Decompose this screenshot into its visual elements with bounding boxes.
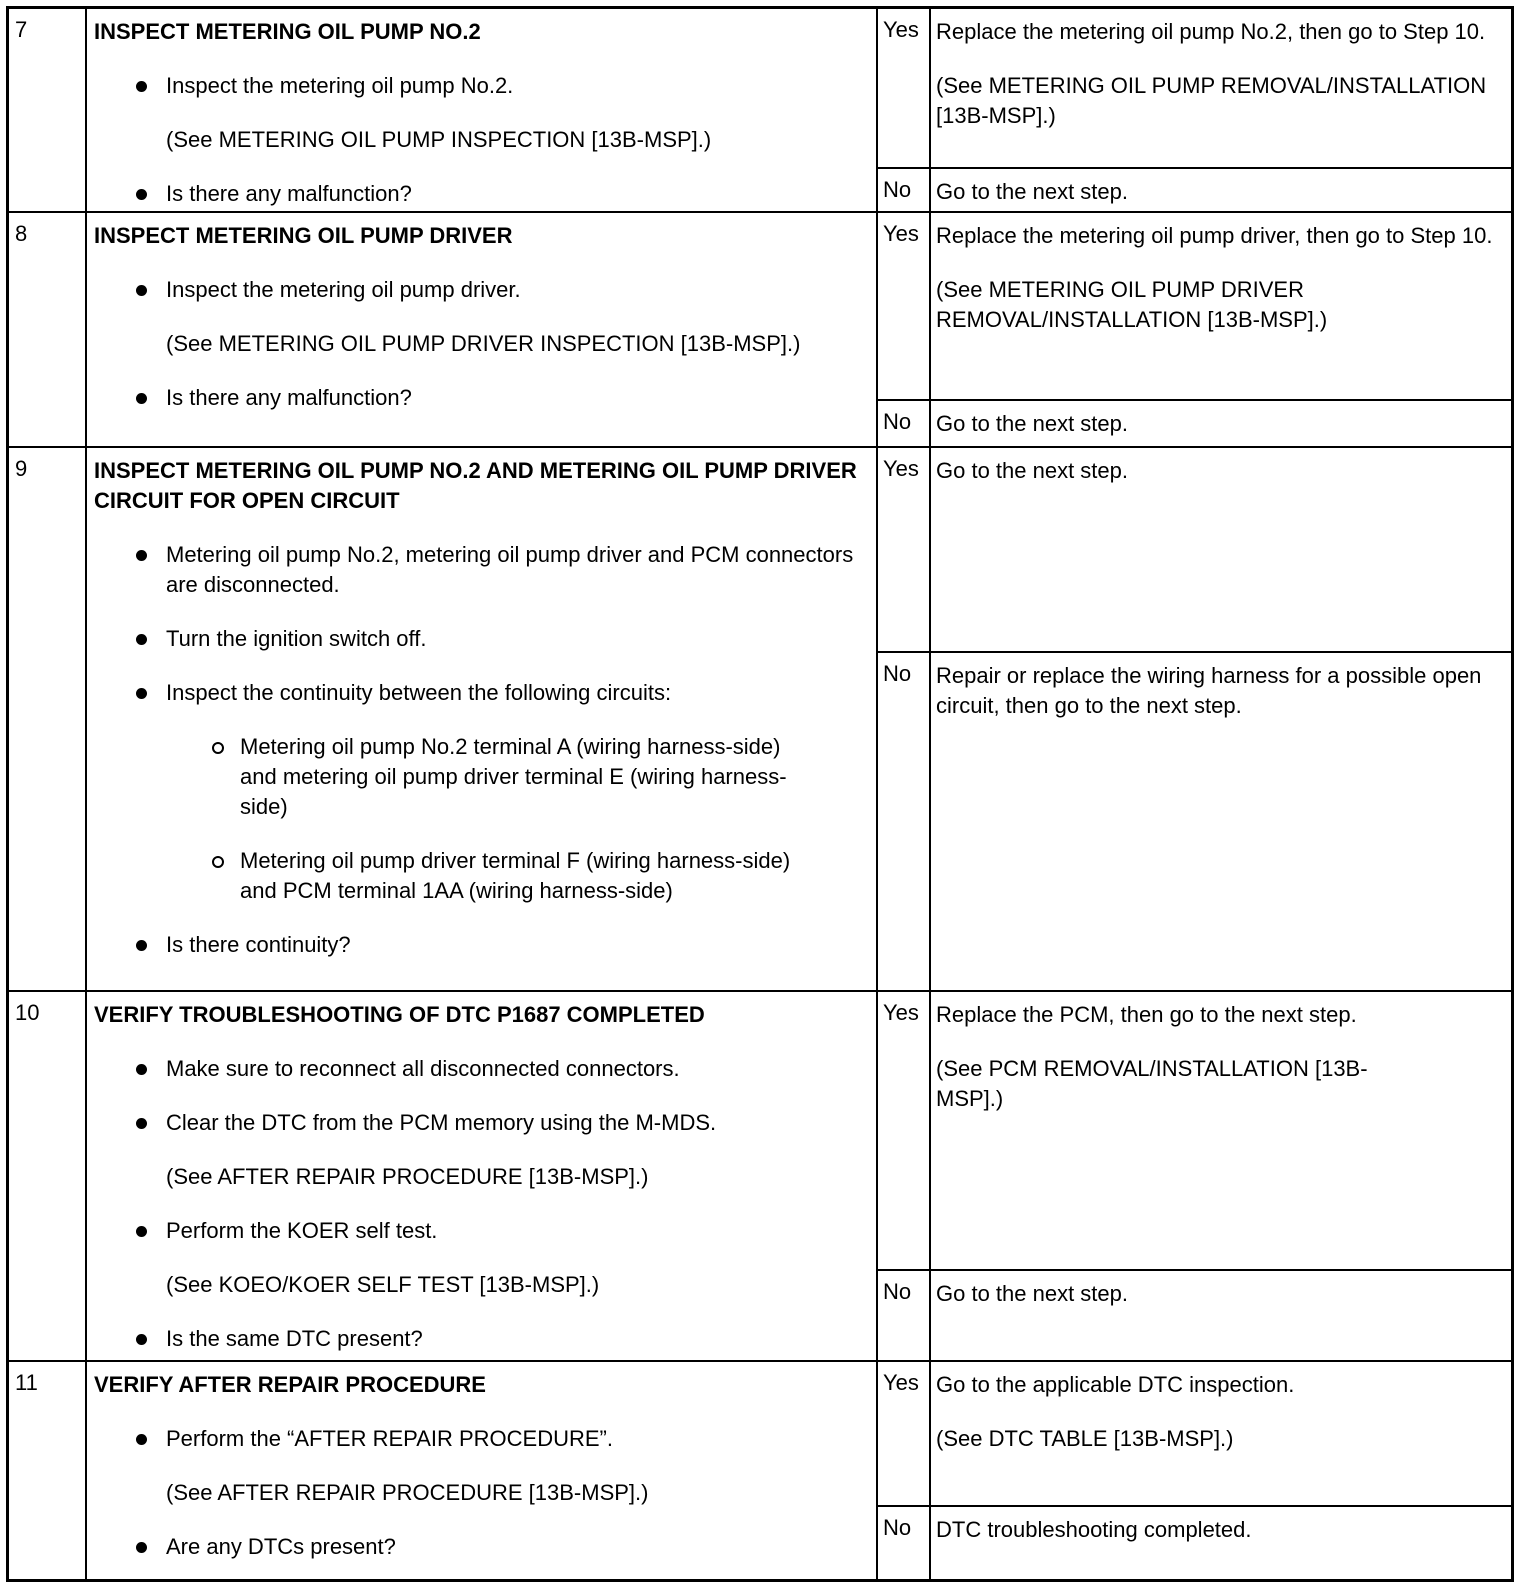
reference-note: (See AFTER REPAIR PROCEDURE [13B-MSP].) — [166, 1164, 649, 1189]
no-label: No — [883, 1515, 912, 1540]
step-title: VERIFY AFTER REPAIR PROCEDURE — [94, 1372, 486, 1397]
bullet-item: Perform the KOER self test. — [94, 1216, 868, 1246]
result-text: Repair or replace the wiring harness for a possible open circuit, then go to the next step. — [936, 663, 1482, 718]
no-label: No — [883, 409, 912, 434]
step-row-8 — [9, 211, 1511, 448]
yes-result — [930, 9, 1511, 131]
bullet-item: Are any DTCs present? — [94, 1532, 868, 1562]
reference-note: (See PCM REMOVAL/INSTALLATION [13B-MSP].) — [936, 1056, 1368, 1111]
bullet-item: Make sure to reconnect all disconnected connectors. — [94, 1054, 868, 1084]
yes-result — [930, 448, 1511, 486]
result-text: Go to the next step. — [936, 411, 1129, 436]
no-label: No — [883, 177, 912, 202]
result-text: Replace the metering oil pump driver, then go to Step 10. — [936, 223, 1493, 248]
yes-label: Yes — [883, 17, 919, 42]
step-procedure — [86, 9, 876, 213]
step-number: 11 — [15, 1370, 38, 1395]
step-procedure — [86, 1362, 876, 1579]
bullet-item: Inspect the metering oil pump driver. — [94, 275, 868, 305]
yes-result — [930, 1362, 1511, 1454]
result-text: Go to the next step. — [936, 179, 1129, 204]
no-result — [930, 1271, 1511, 1309]
step-procedure — [86, 448, 876, 992]
troubleshooting-table — [6, 6, 1514, 1582]
step-procedure — [86, 213, 876, 448]
result-text: Go to the next step. — [936, 1281, 1129, 1306]
step-row-9 — [9, 446, 1511, 992]
result-text: Go to the applicable DTC inspection. — [936, 1372, 1295, 1397]
yes-result — [930, 992, 1511, 1114]
no-result — [930, 653, 1511, 721]
yes-label: Yes — [883, 1000, 919, 1025]
bullet-item: Is there any malfunction? — [94, 383, 868, 413]
no-result — [930, 169, 1511, 207]
step-number: 7 — [15, 17, 28, 42]
sub-bullet-item: Metering oil pump No.2 terminal A (wiring harness-side) and metering oil pump driver terminal E (wiring harness-side) — [94, 732, 868, 822]
result-text: Go to the next step. — [936, 458, 1129, 483]
yes-label: Yes — [883, 221, 919, 246]
reference-note: (See AFTER REPAIR PROCEDURE [13B-MSP].) — [166, 1480, 649, 1505]
reference-note: (See METERING OIL PUMP REMOVAL/INSTALLATION [13B-MSP].) — [936, 73, 1487, 128]
result-text: Replace the metering oil pump No.2, then go to Step 10. — [936, 19, 1486, 44]
no-result — [930, 1507, 1511, 1545]
result-text: DTC troubleshooting completed. — [936, 1517, 1252, 1542]
step-title: INSPECT METERING OIL PUMP NO.2 AND METERING OIL PUMP DRIVER CIRCUIT FOR OPEN CIRCUIT — [94, 458, 857, 513]
step-number: 9 — [15, 456, 28, 481]
sub-bullet-item: Metering oil pump driver terminal F (wiring harness-side) and PCM terminal 1AA (wiring harness-side) — [94, 846, 868, 906]
step-number: 8 — [15, 221, 28, 246]
bullet-item: Turn the ignition switch off. — [94, 624, 868, 654]
step-row-7 — [9, 9, 1511, 213]
step-title: INSPECT METERING OIL PUMP NO.2 — [94, 19, 481, 44]
bullet-item: Perform the “AFTER REPAIR PROCEDURE”. — [94, 1424, 868, 1454]
yes-result — [930, 213, 1511, 335]
step-title: INSPECT METERING OIL PUMP DRIVER — [94, 223, 513, 248]
reference-note: (See DTC TABLE [13B-MSP].) — [936, 1426, 1234, 1451]
no-label: No — [883, 661, 912, 686]
step-row-10 — [9, 990, 1511, 1362]
bullet-item: Inspect the metering oil pump No.2. — [94, 71, 868, 101]
no-label: No — [883, 1279, 912, 1304]
bullet-item: Is the same DTC present? — [94, 1324, 868, 1354]
bullet-item: Metering oil pump No.2, metering oil pump driver and PCM connectors are disconnected. — [94, 540, 868, 600]
bullet-item: Is there any malfunction? — [94, 179, 868, 209]
bullet-item: Clear the DTC from the PCM memory using the M-MDS. — [94, 1108, 868, 1138]
result-text: Replace the PCM, then go to the next step. — [936, 1002, 1357, 1027]
step-procedure — [86, 992, 876, 1362]
step-row-11 — [9, 1360, 1511, 1579]
yes-label: Yes — [883, 456, 919, 481]
reference-note: (See METERING OIL PUMP INSPECTION [13B-MSP].) — [166, 127, 712, 152]
reference-note: (See METERING OIL PUMP DRIVER INSPECTION [13B-MSP].) — [166, 331, 801, 356]
bullet-item: Inspect the continuity between the following circuits: — [94, 678, 868, 708]
reference-note: (See METERING OIL PUMP DRIVER REMOVAL/INSTALLATION [13B-MSP].) — [936, 277, 1328, 332]
step-number: 10 — [15, 1000, 40, 1025]
no-result — [930, 401, 1511, 439]
reference-note: (See KOEO/KOER SELF TEST [13B-MSP].) — [166, 1272, 600, 1297]
step-title: VERIFY TROUBLESHOOTING OF DTC P1687 COMPLETED — [94, 1002, 705, 1027]
yes-label: Yes — [883, 1370, 919, 1395]
bullet-item: Is there continuity? — [94, 930, 868, 960]
